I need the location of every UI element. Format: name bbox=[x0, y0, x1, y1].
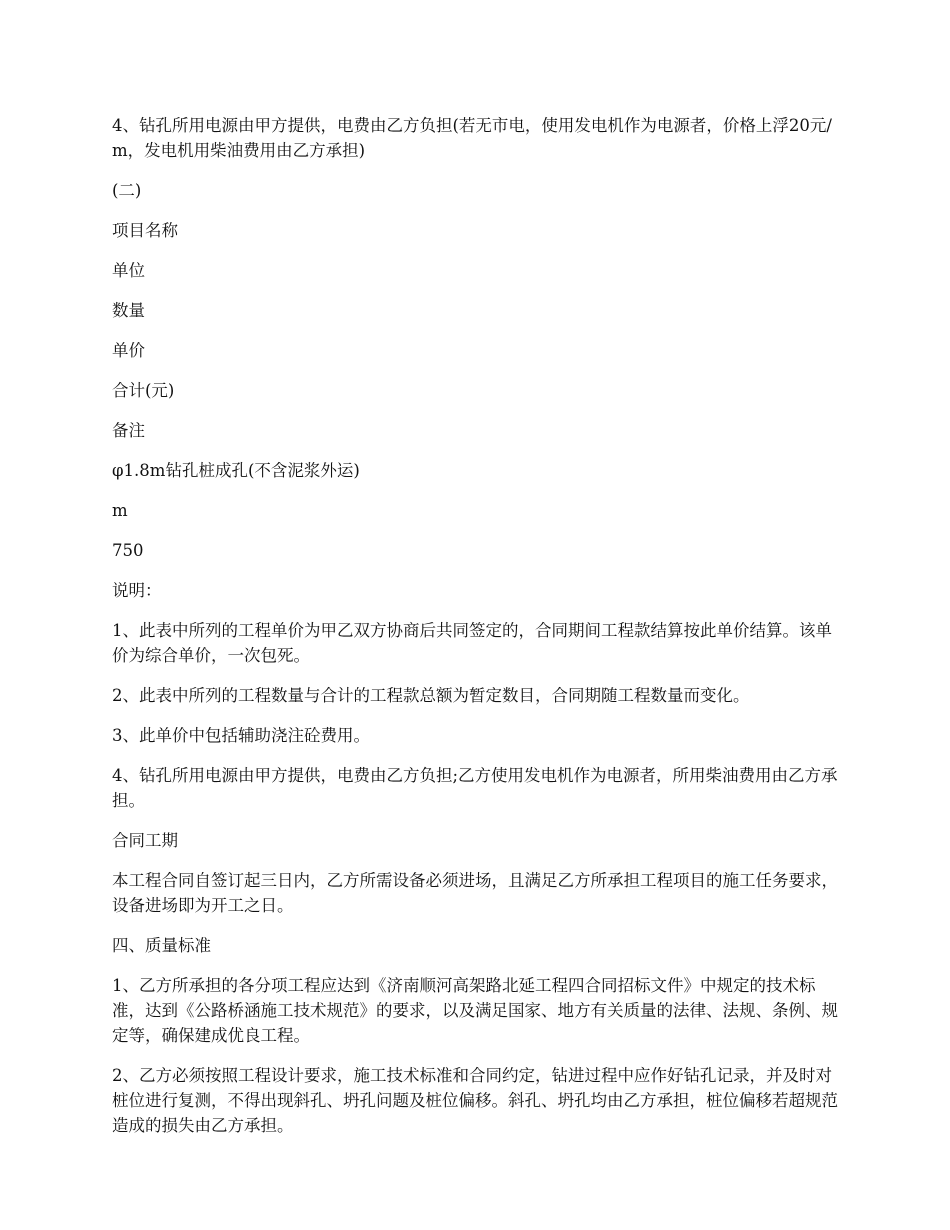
paragraph-quantity-header: 数量 bbox=[112, 301, 145, 320]
paragraph-note-2: 2、此表中所列的工程数量与合计的工程款总额为暂定数目，合同期随工程数量而变化。 bbox=[112, 686, 750, 705]
paragraph-item-description: φ1.8m钻孔桩成孔(不含泥浆外运) bbox=[112, 461, 360, 480]
paragraph-item-name-header: 项目名称 bbox=[112, 221, 178, 240]
paragraph-note-3: 3、此单价中包括辅助浇注砼费用。 bbox=[112, 726, 370, 745]
paragraph-note-4: 4、钻孔所用电源由甲方提供，电费由乙方负担;乙方使用发电机作为电源者，所用柴油费用由乙方承担。 bbox=[112, 766, 838, 810]
paragraph-notes-heading: 说明： bbox=[112, 581, 162, 600]
paragraph-item-unit: m bbox=[112, 501, 128, 520]
paragraph-quality-standard-heading: 四、质量标准 bbox=[112, 936, 211, 955]
paragraph-contract-period-body: 本工程合同自签订起三日内，乙方所需设备必须进场，且满足乙方所承担工程项目的施工任务要求，设备进场即为开工之日。 bbox=[112, 871, 838, 915]
paragraph-power-supply-clause: 4、钻孔所用电源由甲方提供，电费由乙方负担(若无市电，使用发电机作为电源者，价格上浮20元/m，发电机用柴油费用由乙方承担) bbox=[112, 116, 832, 160]
paragraph-section-two: (二) bbox=[112, 181, 142, 200]
paragraph-unit-price-header: 单价 bbox=[112, 341, 145, 360]
paragraph-remarks-header: 备注 bbox=[112, 421, 145, 440]
paragraph-total-header: 合计(元) bbox=[112, 381, 175, 400]
document-page bbox=[112, 113, 842, 1153]
paragraph-contract-period-heading: 合同工期 bbox=[112, 831, 178, 850]
paragraph-item-quantity: 750 bbox=[112, 541, 144, 560]
paragraph-quality-standard-1: 1、乙方所承担的各分项工程应达到《济南顺河高架路北延工程四合同招标文件》中规定的技术标准，达到《公路桥涵施工技术规范》的要求，以及满足国家、地方有关质量的法律、法规、条例、规定等，确保建成优良工程。 bbox=[112, 976, 838, 1045]
paragraph-quality-standard-2: 2、乙方必须按照工程设计要求，施工技术标准和合同约定，钻进过程中应作好钻孔记录，并及时对桩位进行复测，不得出现斜孔、坍孔问题及桩位偏移。斜孔、坍孔均由乙方承担，桩位偏移若超规范造成的损失由乙方承担。 bbox=[112, 1066, 838, 1135]
paragraph-note-1: 1、此表中所列的工程单价为甲乙双方协商后共同签定的，合同期间工程款结算按此单价结算。该单价为综合单价，一次包死。 bbox=[112, 621, 832, 665]
paragraph-unit-header: 单位 bbox=[112, 261, 145, 280]
